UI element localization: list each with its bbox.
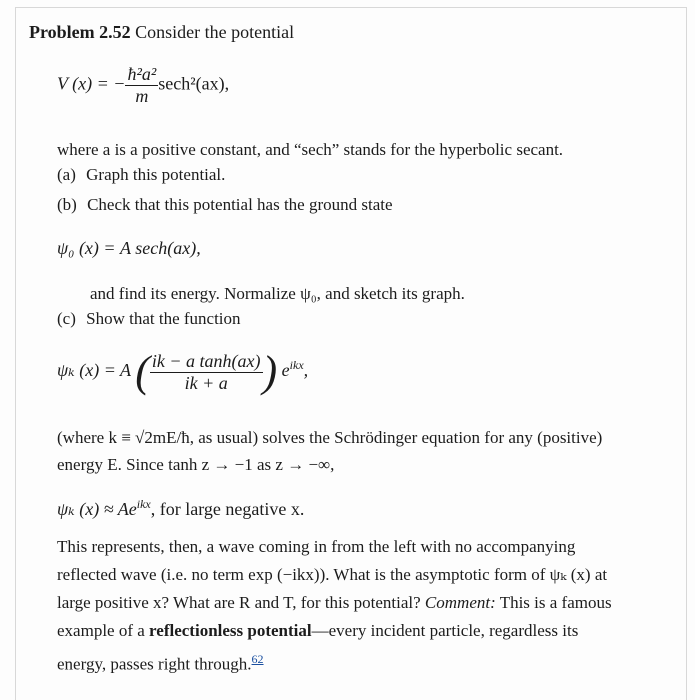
closing-paragraph <box>57 533 622 679</box>
potential-fraction <box>125 64 158 107</box>
asymptotic-equation <box>57 497 304 520</box>
closing-text-2: This is a famous example of a <box>57 593 612 640</box>
part-b <box>57 195 393 215</box>
comment-label: Comment: <box>424 593 496 612</box>
problem-heading <box>29 22 294 43</box>
left-paren: ( <box>135 347 150 396</box>
problem-number: Problem 2.52 <box>29 22 131 42</box>
reflectionless-term: reflectionless potential <box>149 621 312 640</box>
psi0-equation: ψ₀ (x) = A sech(ax), <box>57 238 201 258</box>
psik-lhs: ψₖ (x) = A <box>57 360 131 381</box>
potential-lhs: V (x) = − <box>57 73 126 94</box>
psik-denominator: ik + a <box>184 372 228 393</box>
where-k-paragraph: (where k ≡ √2mE/ħ, as usual) solves the Schrödinger equation for any (positive) energy E. Since tanh z → −1 as z → −∞, <box>57 428 603 474</box>
psik-exponent: ikx <box>289 358 304 373</box>
potential-rhs: sech²(ax), <box>158 73 230 94</box>
part-b-text: Check that this potential has the ground state <box>87 195 393 214</box>
asym-exponent: ikx <box>136 497 151 511</box>
problem-intro: Consider the potential <box>135 22 295 42</box>
part-c-text: Show that the function <box>86 309 241 328</box>
part-c <box>57 309 241 329</box>
part-a-label: (a) <box>57 165 76 184</box>
psik-exponential-base: e <box>281 360 290 381</box>
part-a <box>57 165 225 185</box>
potential-denominator: m <box>135 86 149 106</box>
normalize-line: and find its energy. Normalize ψ₀, and sketch its graph. <box>90 284 465 303</box>
potential-numerator: ħ²a² <box>127 64 157 84</box>
closing-text-1: This represents, then, a wave coming in from the left with no accompanying reflected wave (i.e. no term exp (−ikx)). What is the asymptotic form of ψₖ (x) at large positive x? What are R and T, for this potential? <box>57 537 608 612</box>
footnote-link[interactable]: 62 <box>251 652 264 666</box>
asym-tail: , for large negative x. <box>150 499 305 519</box>
psik-equation <box>57 347 309 396</box>
psik-numerator: ik − a tanh(ax) <box>151 350 261 371</box>
where-a-line: where a is a positive constant, and “sech” stands for the hyperbolic secant. <box>57 140 564 159</box>
part-c-label: (c) <box>57 309 76 328</box>
psik-comma: , <box>303 360 309 381</box>
part-b-label: (b) <box>57 195 77 214</box>
right-paren: ) <box>262 347 278 396</box>
psik-fraction <box>150 351 263 394</box>
asym-lhs: ψₖ (x) ≈ Ae <box>57 499 137 519</box>
part-a-text: Graph this potential. <box>86 165 226 184</box>
potential-equation <box>57 64 229 107</box>
closing-text-3: —every incident particle, regardless its energy, passes right through. <box>57 621 579 674</box>
